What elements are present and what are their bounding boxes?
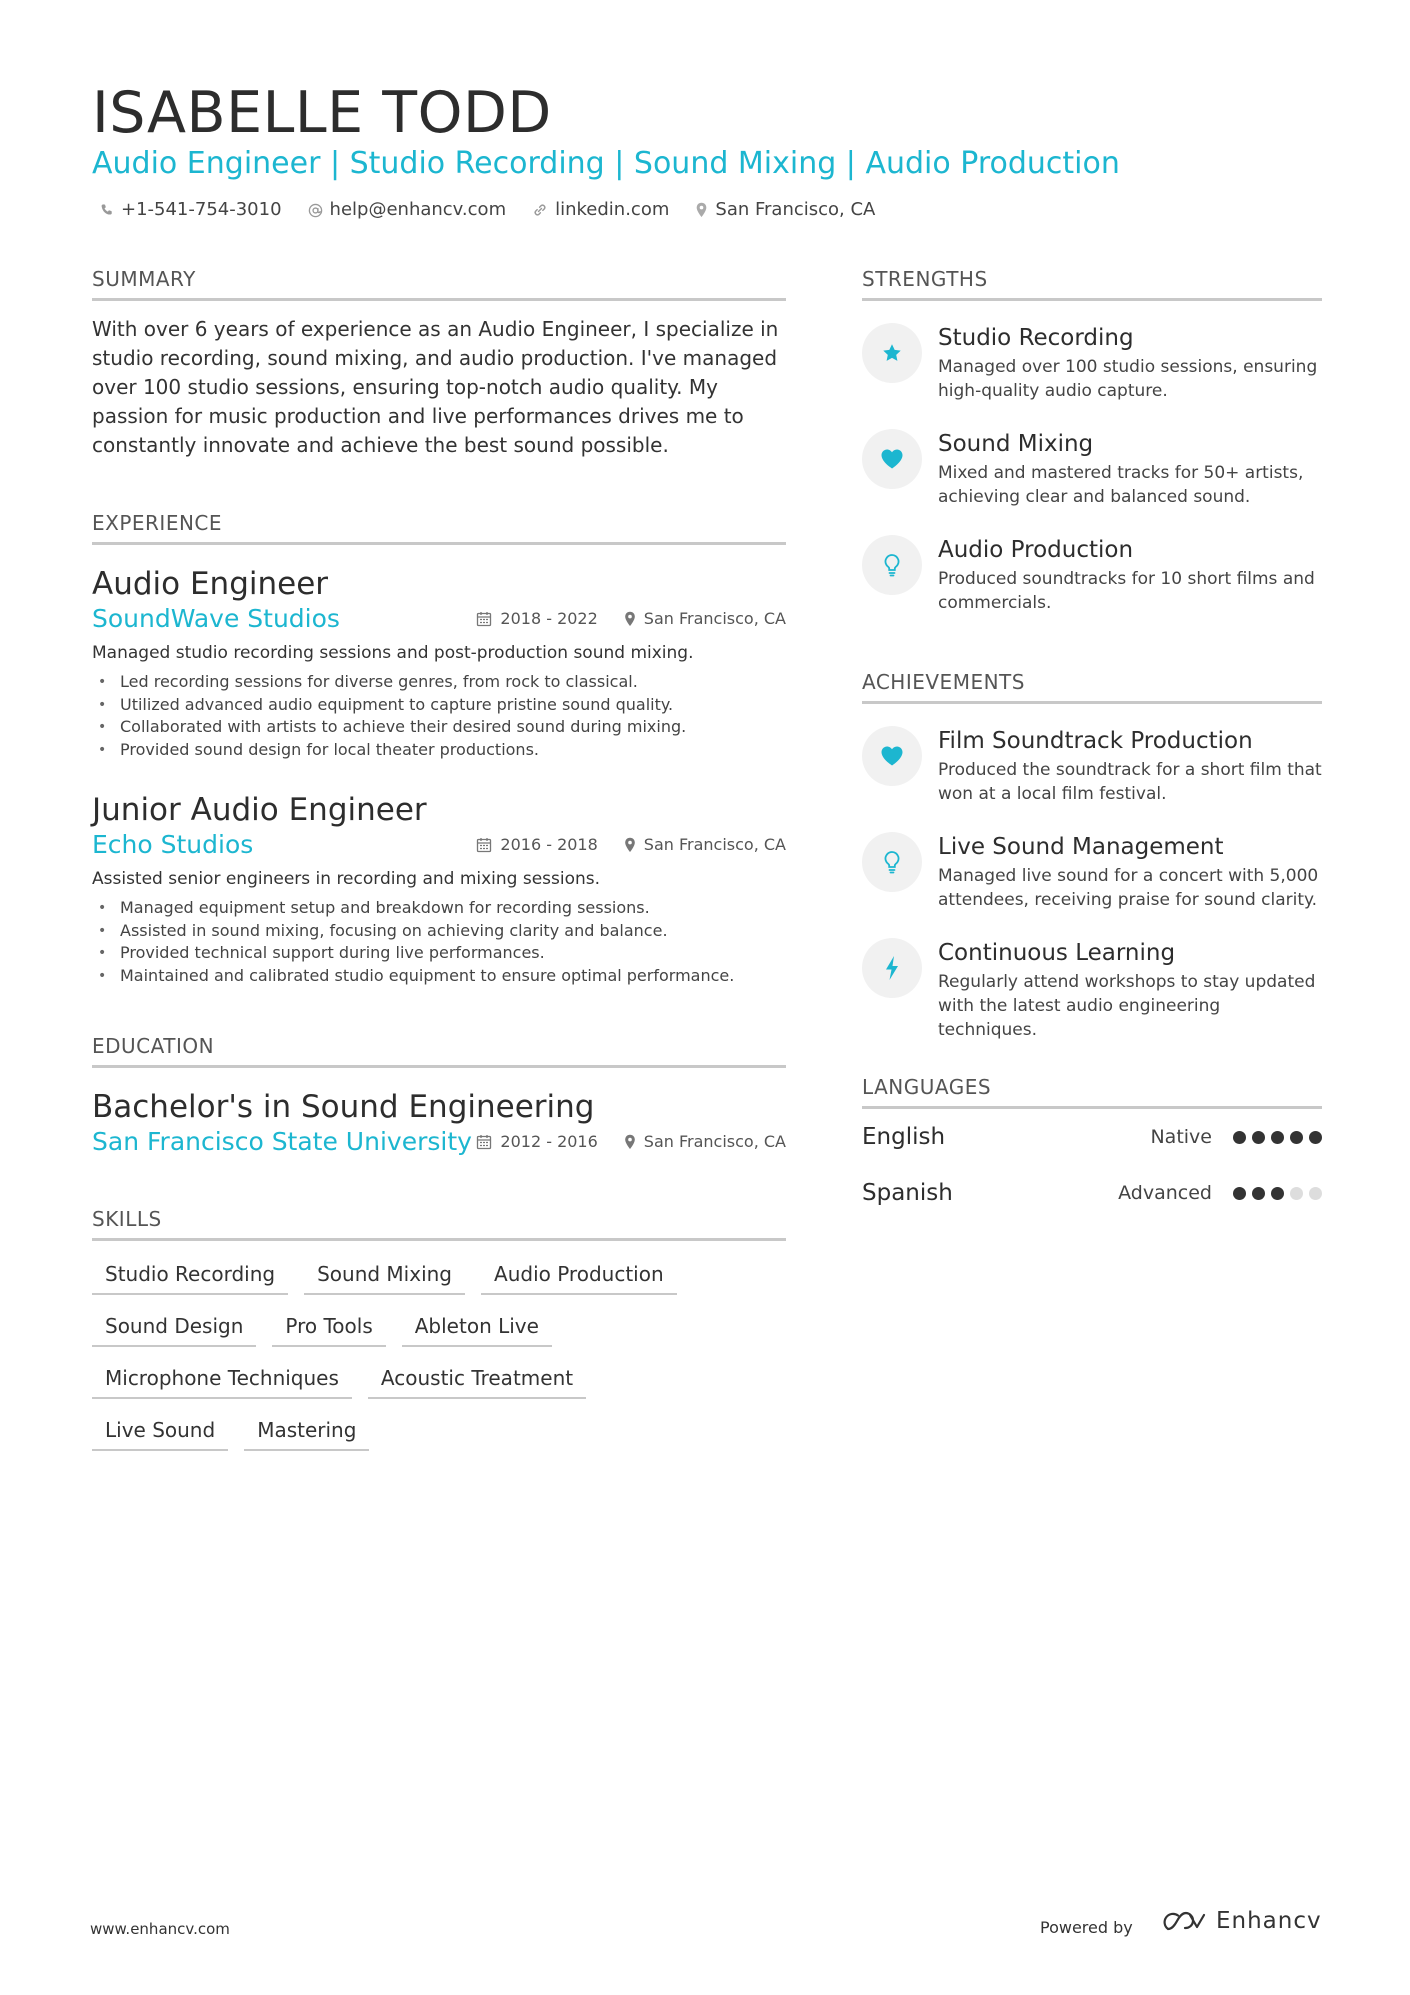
experience-heading: EXPERIENCE (92, 510, 786, 545)
job-bullet: • Collaborated with artists to achieve their desired sound during mixing. (92, 716, 786, 739)
achievements-section (862, 669, 1322, 1042)
job-meta (476, 607, 786, 631)
language-level: Native (1150, 1126, 1212, 1148)
contact-phone[interactable] (100, 198, 282, 222)
languages-section (862, 1074, 1322, 1221)
school-name: San Francisco State University (92, 1127, 472, 1156)
language-name: English (862, 1124, 946, 1150)
at-icon (308, 203, 323, 218)
strength-title: Sound Mixing (938, 431, 1094, 457)
job-dates (476, 607, 597, 631)
job-bullet: • Managed equipment setup and breakdown for recording sessions. (92, 897, 786, 920)
rating-dot-filled (1233, 1187, 1246, 1200)
summary-text: With over 6 years of experience as an Audio Engineer, I specialize in studio recording, sound mixing, and audio production. I've managed over 100 studio sessions, ensuring top-notch audio quality. My passion for music production and live performances drives me to constantly innovate and achieve the best sound possible. (92, 317, 779, 457)
location-pin-icon (624, 611, 636, 627)
job-bullet: • Provided sound design for local theater productions. (92, 739, 786, 762)
icon-badge (862, 832, 922, 892)
lightning-icon (884, 955, 900, 981)
achievements-heading: ACHIEVEMENTS (862, 669, 1322, 704)
rating-dot-filled (1271, 1131, 1284, 1144)
achievement-item (862, 938, 1322, 1042)
education-location-text: San Francisco, CA (643, 1132, 786, 1151)
strength-description: Produced soundtracks for 10 short films and commercials. (938, 569, 1315, 613)
job-bullets (92, 897, 786, 987)
enhancv-logo-icon (1160, 1909, 1208, 1933)
achievement-description: Produced the soundtrack for a short film that won at a local film festival. (938, 760, 1322, 804)
strength-item (862, 535, 1322, 615)
skill-tag: Audio Production (481, 1259, 677, 1295)
job-location (624, 833, 786, 857)
contact-website[interactable] (532, 198, 669, 222)
strength-title: Studio Recording (938, 325, 1134, 351)
job-entry (92, 791, 786, 987)
job-meta-row (92, 603, 786, 635)
job-description: Managed studio recording sessions and post-production sound mixing. (92, 643, 694, 663)
rating-dot-empty (1290, 1187, 1303, 1200)
candidate-name: ISABELLE TODD (92, 80, 552, 146)
rating-dot-filled (1309, 1131, 1322, 1144)
contact-location (695, 198, 875, 222)
phone-icon (100, 203, 114, 217)
skill-tag: Sound Mixing (304, 1259, 465, 1295)
candidate-headline: Audio Engineer | Studio Recording | Sound Mixing | Audio Production (92, 146, 1120, 181)
skill-tag: Ableton Live (402, 1311, 552, 1347)
achievement-title: Continuous Learning (938, 940, 1176, 966)
language-name: Spanish (862, 1180, 953, 1206)
language-rating (1233, 1131, 1322, 1144)
skill-tags (92, 1259, 732, 1451)
icon-badge (862, 429, 922, 489)
skill-tag: Studio Recording (92, 1259, 288, 1295)
location-pin-icon (624, 1134, 636, 1150)
rating-dot-filled (1252, 1187, 1265, 1200)
job-location-text: San Francisco, CA (643, 835, 786, 854)
job-dates-text: 2018 - 2022 (500, 609, 598, 628)
link-icon (532, 202, 548, 218)
skill-tag: Acoustic Treatment (368, 1363, 586, 1399)
icon-badge (862, 323, 922, 383)
phone-text: +1-541-754-3010 (121, 199, 282, 220)
job-bullet: • Provided technical support during live performances. (92, 942, 786, 965)
job-entry (92, 565, 786, 761)
language-rating (1233, 1187, 1322, 1200)
achievement-title: Live Sound Management (938, 834, 1224, 860)
skills-heading: SKILLS (92, 1206, 786, 1241)
experience-section (92, 510, 786, 987)
languages-heading: LANGUAGES (862, 1074, 1322, 1109)
email-text: help@enhancv.com (329, 199, 507, 220)
location-pin-icon (695, 202, 708, 218)
education-location (624, 1130, 786, 1154)
contact-email[interactable] (308, 198, 507, 222)
company-name: SoundWave Studios (92, 604, 340, 633)
job-title: Junior Audio Engineer (92, 792, 427, 828)
education-dates (476, 1130, 597, 1154)
skill-tag: Microphone Techniques (92, 1363, 352, 1399)
summary-section (92, 266, 786, 460)
rating-dot-filled (1233, 1131, 1246, 1144)
contact-bar (100, 198, 875, 222)
job-bullet: • Led recording sessions for diverse genres, from rock to classical. (92, 671, 786, 694)
footer-website[interactable]: www.enhancv.com (90, 1920, 230, 1938)
language-level: Advanced (1118, 1182, 1212, 1204)
location-text: San Francisco, CA (715, 199, 876, 220)
achievement-description: Regularly attend workshops to stay updated with the latest audio engineering techniques. (938, 972, 1316, 1040)
achievement-item (862, 726, 1322, 806)
skill-tag: Sound Design (92, 1311, 256, 1347)
summary-heading: SUMMARY (92, 266, 786, 301)
website-text: linkedin.com (555, 199, 670, 220)
strength-title: Audio Production (938, 537, 1134, 563)
strength-item (862, 429, 1322, 509)
brand-name: Enhancv (1216, 1908, 1322, 1934)
strengths-heading: STRENGTHS (862, 266, 1322, 301)
lightbulb-icon (883, 850, 901, 874)
skill-tag: Pro Tools (272, 1311, 385, 1347)
strength-description: Managed over 100 studio sessions, ensuring high-quality audio capture. (938, 357, 1318, 401)
location-pin-icon (624, 837, 636, 853)
icon-badge (862, 938, 922, 998)
skill-tag: Live Sound (92, 1415, 228, 1451)
icon-badge (862, 726, 922, 786)
language-row (862, 1165, 1322, 1221)
job-description: Assisted senior engineers in recording and mixing sessions. (92, 869, 601, 889)
job-location (624, 607, 786, 631)
degree-title: Bachelor's in Sound Engineering (92, 1089, 595, 1125)
job-meta-row (92, 829, 786, 861)
icon-badge (862, 535, 922, 595)
brand-logo[interactable] (1160, 1908, 1322, 1934)
company-name: Echo Studios (92, 830, 254, 859)
education-meta (476, 1130, 786, 1154)
calendar-icon (476, 1134, 492, 1150)
rating-dot-empty (1309, 1187, 1322, 1200)
job-location-text: San Francisco, CA (643, 609, 786, 628)
rating-dot-filled (1290, 1131, 1303, 1144)
job-bullet: • Assisted in sound mixing, focusing on achieving clarity and balance. (92, 920, 786, 943)
achievement-description: Managed live sound for a concert with 5,000 attendees, receiving praise for sound clarity. (938, 866, 1319, 910)
rating-dot-filled (1271, 1187, 1284, 1200)
job-bullet: • Utilized advanced audio equipment to capture pristine sound quality. (92, 694, 786, 717)
achievement-item (862, 832, 1322, 912)
strength-description: Mixed and mastered tracks for 50+ artists, achieving clear and balanced sound. (938, 463, 1304, 507)
job-dates-text: 2016 - 2018 (500, 835, 598, 854)
education-section (92, 1033, 786, 1158)
education-dates-text: 2012 - 2016 (500, 1132, 598, 1151)
heart-icon (880, 745, 904, 767)
language-row (862, 1109, 1322, 1165)
job-meta (476, 833, 786, 857)
star-icon (881, 342, 903, 364)
education-heading: EDUCATION (92, 1033, 786, 1068)
education-meta-row (92, 1126, 786, 1158)
strengths-section (862, 266, 1322, 615)
strength-item (862, 323, 1322, 403)
skills-section (92, 1206, 786, 1451)
job-bullet: • Maintained and calibrated studio equipment to ensure optimal performance. (92, 965, 786, 988)
achievement-title: Film Soundtrack Production (938, 728, 1253, 754)
job-dates (476, 833, 597, 857)
job-title: Audio Engineer (92, 566, 329, 602)
lightbulb-icon (883, 553, 901, 577)
job-bullets (92, 671, 786, 761)
heart-icon (880, 448, 904, 470)
skill-tag: Mastering (244, 1415, 369, 1451)
calendar-icon (476, 611, 492, 627)
rating-dot-filled (1252, 1131, 1265, 1144)
calendar-icon (476, 837, 492, 853)
powered-by-label: Powered by (1040, 1918, 1133, 1937)
